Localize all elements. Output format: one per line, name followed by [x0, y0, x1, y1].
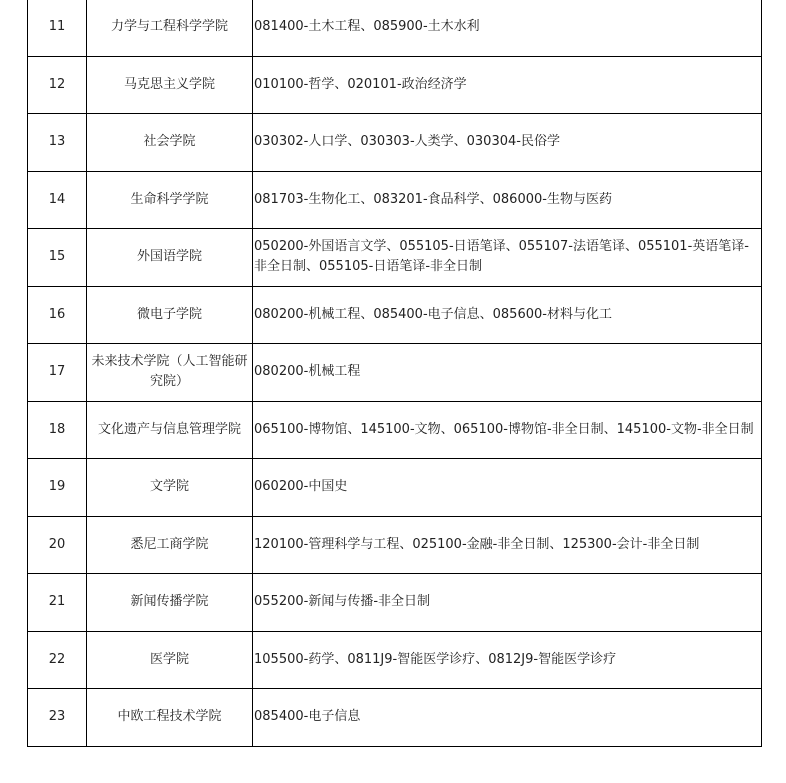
table-row — [28, 459, 762, 517]
school-name: 生命科学学院 — [87, 171, 253, 229]
major-list: 050200-外国语言文学、055105-日语笔译、055107-法语笔译、055101-英语笔译-非全日制、055105-日语笔译-非全日制 — [253, 229, 762, 287]
major-list: 120100-管理科学与工程、025100-金融-非全日制、125300-会计-非全日制 — [253, 516, 762, 574]
table-row — [28, 171, 762, 229]
major-list: 030302-人口学、030303-人类学、030304-民俗学 — [253, 114, 762, 172]
majors-table-container — [27, 0, 762, 747]
row-number: 17 — [28, 344, 87, 402]
row-number: 22 — [28, 631, 87, 689]
table-row — [28, 516, 762, 574]
school-name: 悉尼工商学院 — [87, 516, 253, 574]
school-name: 新闻传播学院 — [87, 574, 253, 632]
table-row — [28, 0, 762, 56]
table-row — [28, 114, 762, 172]
school-name: 中欧工程技术学院 — [87, 689, 253, 747]
table-row — [28, 574, 762, 632]
row-number: 20 — [28, 516, 87, 574]
table-row — [28, 689, 762, 747]
major-list: 060200-中国史 — [253, 459, 762, 517]
row-number: 16 — [28, 286, 87, 344]
row-number: 15 — [28, 229, 87, 287]
row-number: 13 — [28, 114, 87, 172]
major-list: 065100-博物馆、145100-文物、065100-博物馆-非全日制、145100-文物-非全日制 — [253, 401, 762, 459]
major-list: 010100-哲学、020101-政治经济学 — [253, 56, 762, 114]
major-list: 055200-新闻与传播-非全日制 — [253, 574, 762, 632]
major-list: 081400-土木工程、085900-土木水利 — [253, 0, 762, 56]
major-list: 105500-药学、0811J9-智能医学诊疗、0812J9-智能医学诊疗 — [253, 631, 762, 689]
school-name: 社会学院 — [87, 114, 253, 172]
school-name: 医学院 — [87, 631, 253, 689]
row-number: 18 — [28, 401, 87, 459]
row-number: 12 — [28, 56, 87, 114]
row-number: 21 — [28, 574, 87, 632]
table-row — [28, 56, 762, 114]
row-number: 19 — [28, 459, 87, 517]
major-list: 080200-机械工程、085400-电子信息、085600-材料与化工 — [253, 286, 762, 344]
school-name: 马克思主义学院 — [87, 56, 253, 114]
table-row — [28, 401, 762, 459]
major-list: 080200-机械工程 — [253, 344, 762, 402]
school-name: 文学院 — [87, 459, 253, 517]
table-row — [28, 344, 762, 402]
table-row — [28, 286, 762, 344]
table-row — [28, 631, 762, 689]
row-number: 14 — [28, 171, 87, 229]
major-list: 085400-电子信息 — [253, 689, 762, 747]
table-row — [28, 229, 762, 287]
major-list: 081703-生物化工、083201-食品科学、086000-生物与医药 — [253, 171, 762, 229]
majors-table — [27, 0, 762, 747]
row-number: 23 — [28, 689, 87, 747]
school-name: 微电子学院 — [87, 286, 253, 344]
school-name: 力学与工程科学学院 — [87, 0, 253, 56]
row-number: 11 — [28, 0, 87, 56]
school-name: 文化遗产与信息管理学院 — [87, 401, 253, 459]
school-name: 外国语学院 — [87, 229, 253, 287]
school-name: 未来技术学院（人工智能研究院） — [87, 344, 253, 402]
